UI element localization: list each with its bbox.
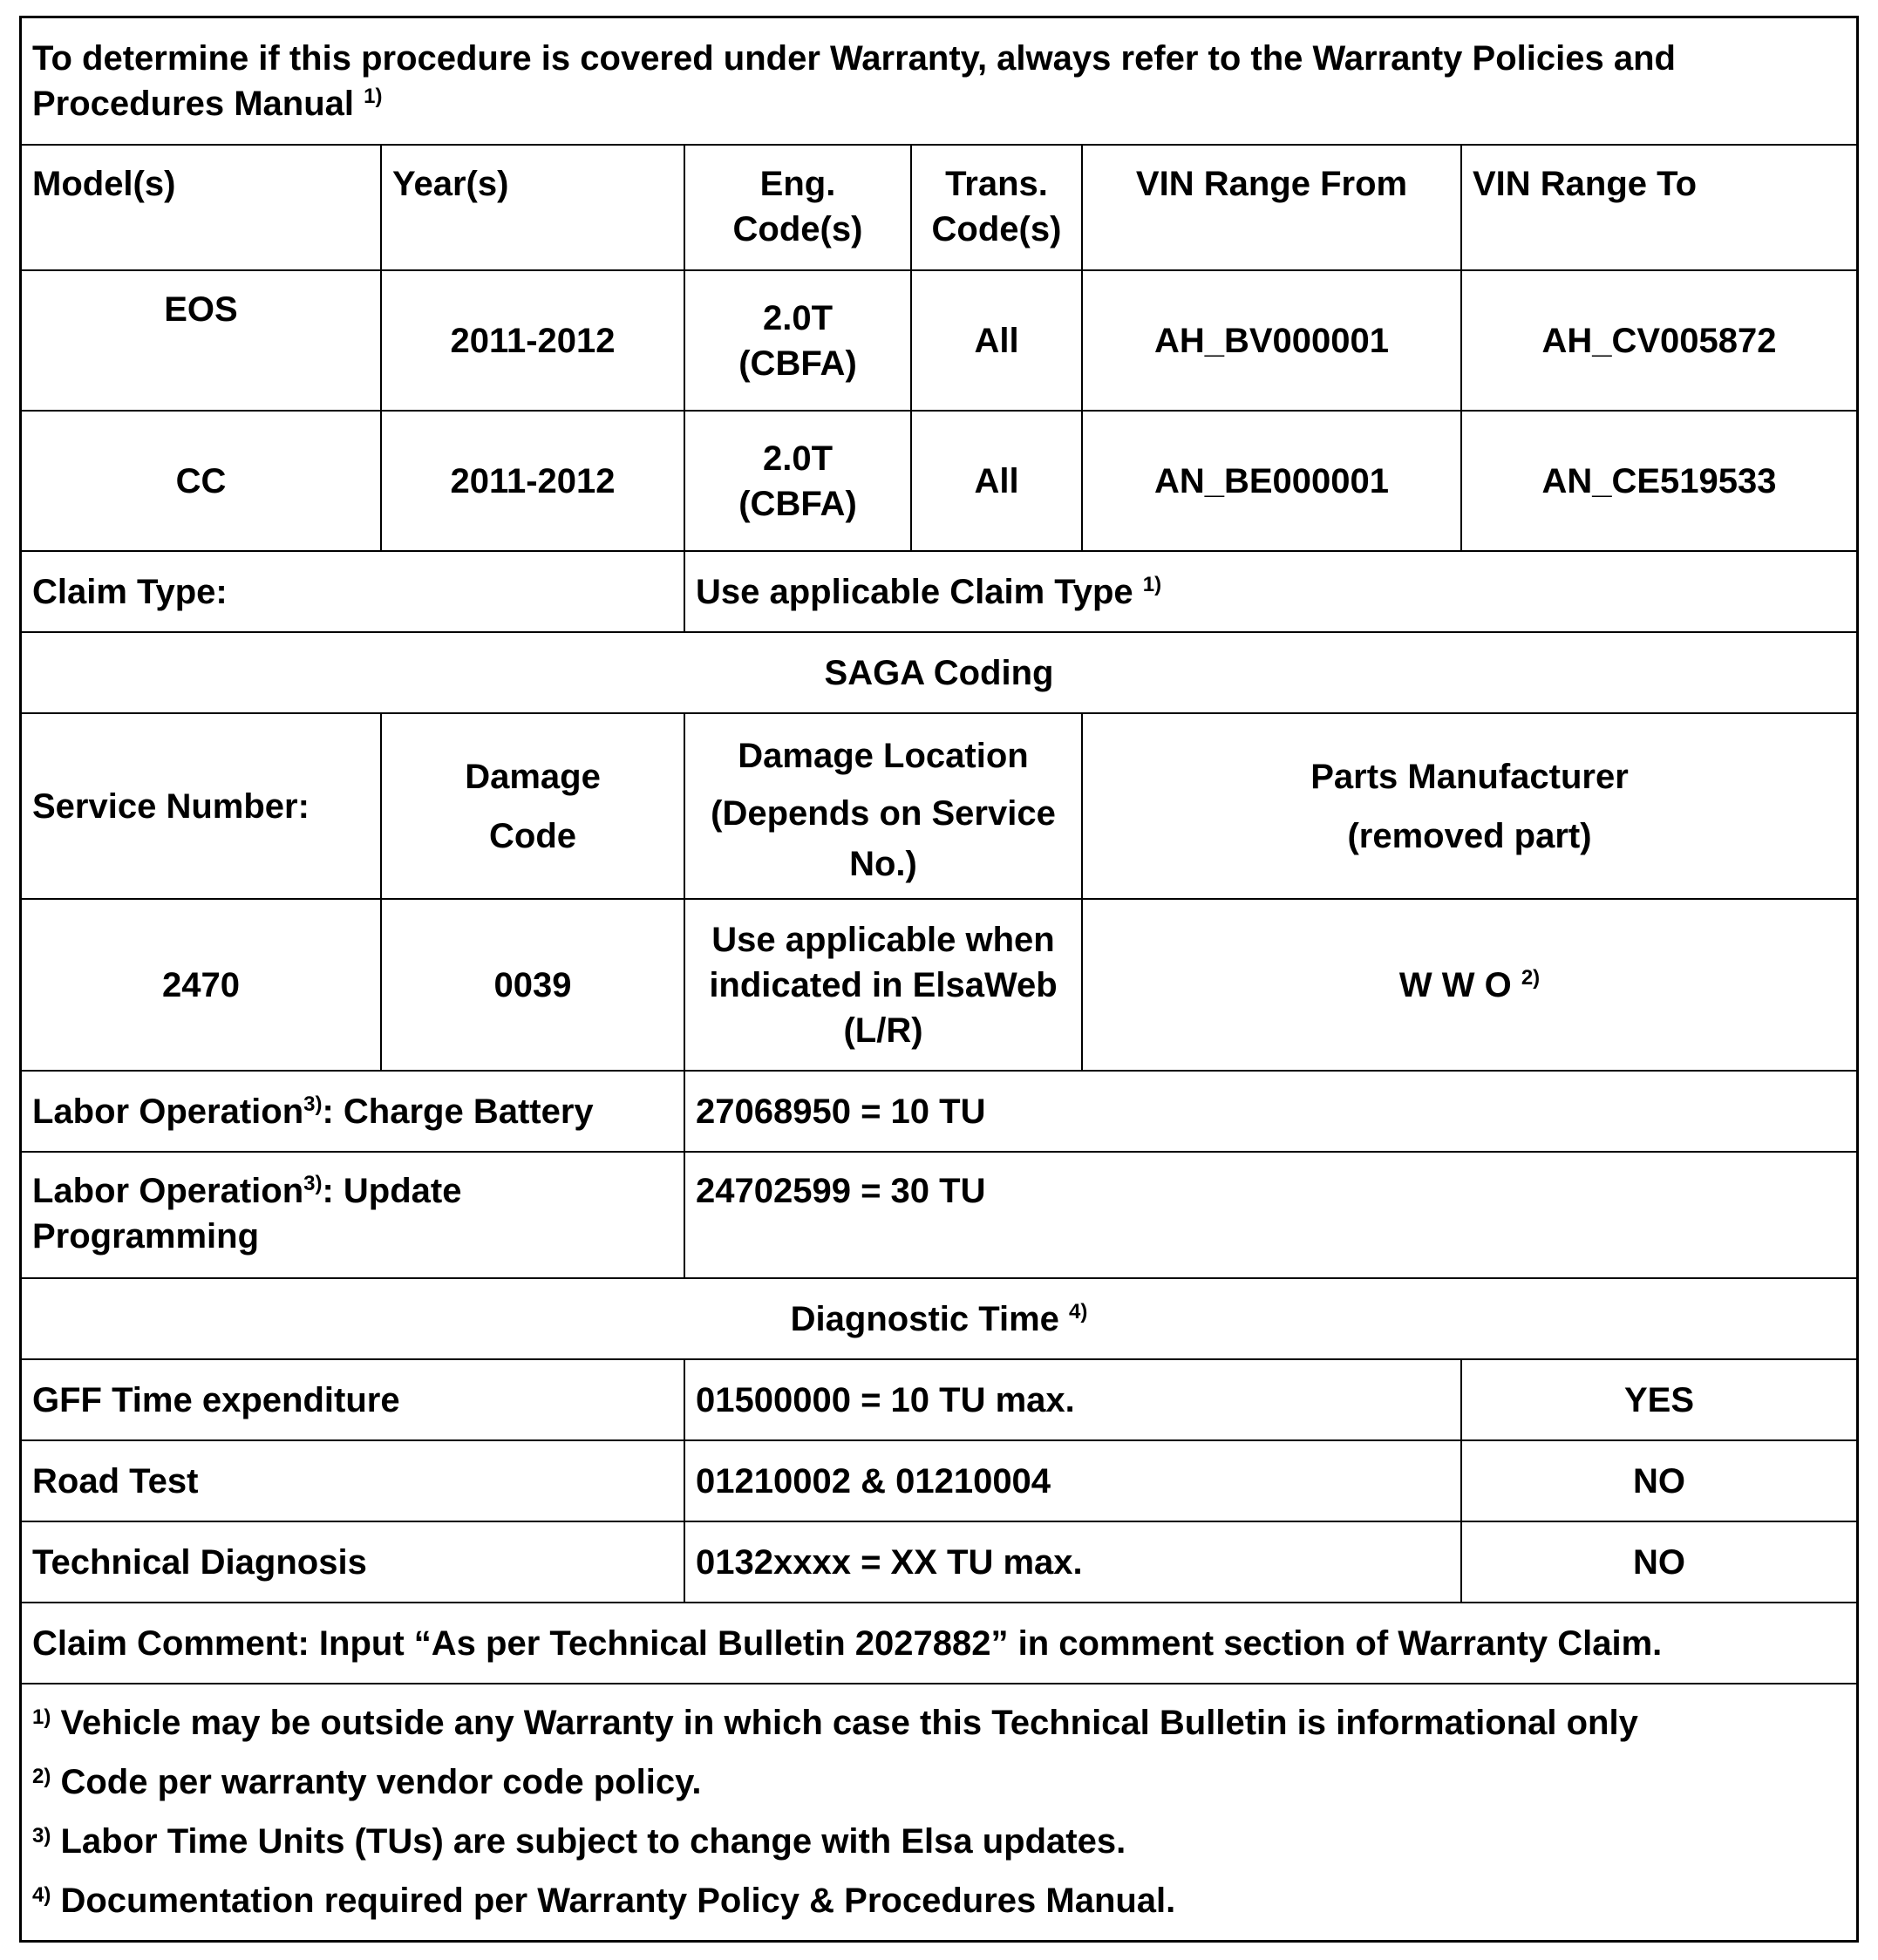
model-cell: EOS [22,270,381,411]
footnote [32,1812,1846,1871]
claim-comment: Claim Comment: Input “As per Technical Bulletin 2027882” in comment section of Warranty Claim. [22,1603,1856,1684]
footnote-ref: 1) [364,85,383,108]
diagnostic-allowed: NO [1461,1440,1856,1521]
footnote-text: Labor Time Units (TUs) are subject to change with Elsa updates. [60,1822,1126,1861]
service-number-value: 2470 [22,899,381,1071]
saga-coding-title: SAGA Coding [22,632,1856,713]
saga-title-row [22,632,1856,713]
labor-label-text: Labor Operation [32,1172,304,1210]
claim-comment-row [22,1603,1856,1684]
table-row [22,270,1856,411]
footnote-number: 4) [32,1883,51,1907]
diagnostic-code: 01210002 & 01210004 [684,1440,1461,1521]
claim-type-text: Use applicable Claim Type [696,572,1133,611]
diagnostic-title-text: Diagnostic Time [790,1299,1059,1338]
labor-label-text: Labor Operation [32,1092,304,1131]
damage-code-header [381,713,684,899]
vin-to-cell: AN_CE519533 [1461,411,1856,551]
diagnostic-allowed: YES [1461,1359,1856,1440]
warranty-notice-text: To determine if this procedure is covered under Warranty, always refer to the Warranty Policies and Procedures Manual [32,39,1676,123]
diagnostic-label: Technical Diagnosis [22,1521,684,1603]
years-cell: 2011-2012 [381,270,684,411]
footnote [32,1871,1846,1930]
diagnostic-label: GFF Time expenditure [22,1359,684,1440]
trans-code-cell: All [911,270,1082,411]
labor-value: 27068950 = 10 TU [684,1071,1856,1152]
labor-row [22,1071,1856,1152]
value-line: (L/R) [843,1011,923,1050]
saga-values-row [22,899,1856,1071]
table-row [22,1359,1856,1440]
damage-code-value: 0039 [381,899,684,1071]
eng-code-line: (CBFA) [738,344,857,383]
labor-label [22,1071,684,1152]
header-line: Parts Manufacturer [1310,757,1629,796]
footnote-text: Documentation required per Warranty Policy & Procedures Manual. [60,1882,1176,1920]
warranty-document [19,16,1859,1943]
col-header-vin-from: VIN Range From [1082,145,1461,270]
vin-from-cell: AN_BE000001 [1082,411,1461,551]
col-header-eng-codes: Eng. Code(s) [684,145,911,270]
service-number-header: Service Number: [22,713,381,899]
labor-label-text: : Update [322,1172,462,1210]
header-line: Damage Location [738,736,1029,775]
warranty-notice [22,18,1856,145]
parts-code: W W O [1398,965,1512,1004]
labor-label [22,1152,684,1278]
footnote-ref: 3) [303,1172,323,1195]
diagnostic-time-title [22,1278,1856,1359]
header-line: Code [489,816,576,855]
claim-type-label: Claim Type: [22,551,684,632]
header-row [22,18,1856,145]
applicability-header-row [22,145,1856,270]
footnote-text: Vehicle may be outside any Warranty in which case this Technical Bulletin is informational only [60,1704,1638,1742]
header-line: (Depends on Service [711,793,1056,833]
col-header-vin-to: VIN Range To [1461,145,1856,270]
footnote [32,1752,1846,1812]
value-line: indicated in ElsaWeb [709,965,1058,1004]
labor-row [22,1152,1856,1278]
vin-to-cell: AH_CV005872 [1461,270,1856,411]
eng-code-cell [684,411,911,551]
vin-from-cell: AH_BV000001 [1082,270,1461,411]
table-row [22,1521,1856,1603]
diagnostic-allowed: NO [1461,1521,1856,1603]
model-cell: CC [22,411,381,551]
footnote-ref: 3) [303,1092,323,1116]
saga-header-row [22,713,1856,899]
labor-label-text: Programming [32,1217,260,1256]
header-line: No.) [849,844,917,883]
header-line: (removed part) [1347,816,1592,855]
table-row [22,411,1856,551]
parts-manufacturer-value [1082,899,1856,1071]
diagnostic-code: 0132xxxx = XX TU max. [684,1521,1461,1603]
col-header-trans-codes: Trans. Code(s) [911,145,1082,270]
footnote-number: 2) [32,1765,51,1788]
footnote-number: 3) [32,1824,51,1848]
header-line: Damage [465,757,601,796]
diagnostic-title-row [22,1278,1856,1359]
warranty-table [22,18,1856,1946]
labor-label-text: : Charge Battery [322,1092,594,1131]
footnotes-row [22,1684,1856,1946]
col-header-years: Year(s) [381,145,684,270]
years-cell: 2011-2012 [381,411,684,551]
value-line: Use applicable when [711,920,1055,959]
labor-value: 24702599 = 30 TU [684,1152,1856,1278]
footnote-number: 1) [32,1705,51,1729]
eng-code-line: 2.0T [762,439,834,478]
claim-type-value [684,551,1856,632]
footnotes [22,1684,1856,1946]
footnote-text: Code per warranty vendor code policy. [60,1763,702,1801]
footnote-ref: 2) [1521,965,1541,990]
col-header-models: Model(s) [22,145,381,270]
footnote-ref: 4) [1069,1299,1088,1324]
damage-location-value [684,899,1082,1071]
damage-location-header [684,713,1082,899]
eng-code-line: 2.0T [762,298,834,337]
table-row [22,1440,1856,1521]
footnote [32,1693,1846,1752]
diagnostic-label: Road Test [22,1440,684,1521]
eng-code-cell [684,270,911,411]
claim-type-row [22,551,1856,632]
eng-code-line: (CBFA) [738,484,857,523]
trans-code-cell: All [911,411,1082,551]
parts-manufacturer-header [1082,713,1856,899]
diagnostic-code: 01500000 = 10 TU max. [684,1359,1461,1440]
footnote-ref: 1) [1142,572,1162,596]
